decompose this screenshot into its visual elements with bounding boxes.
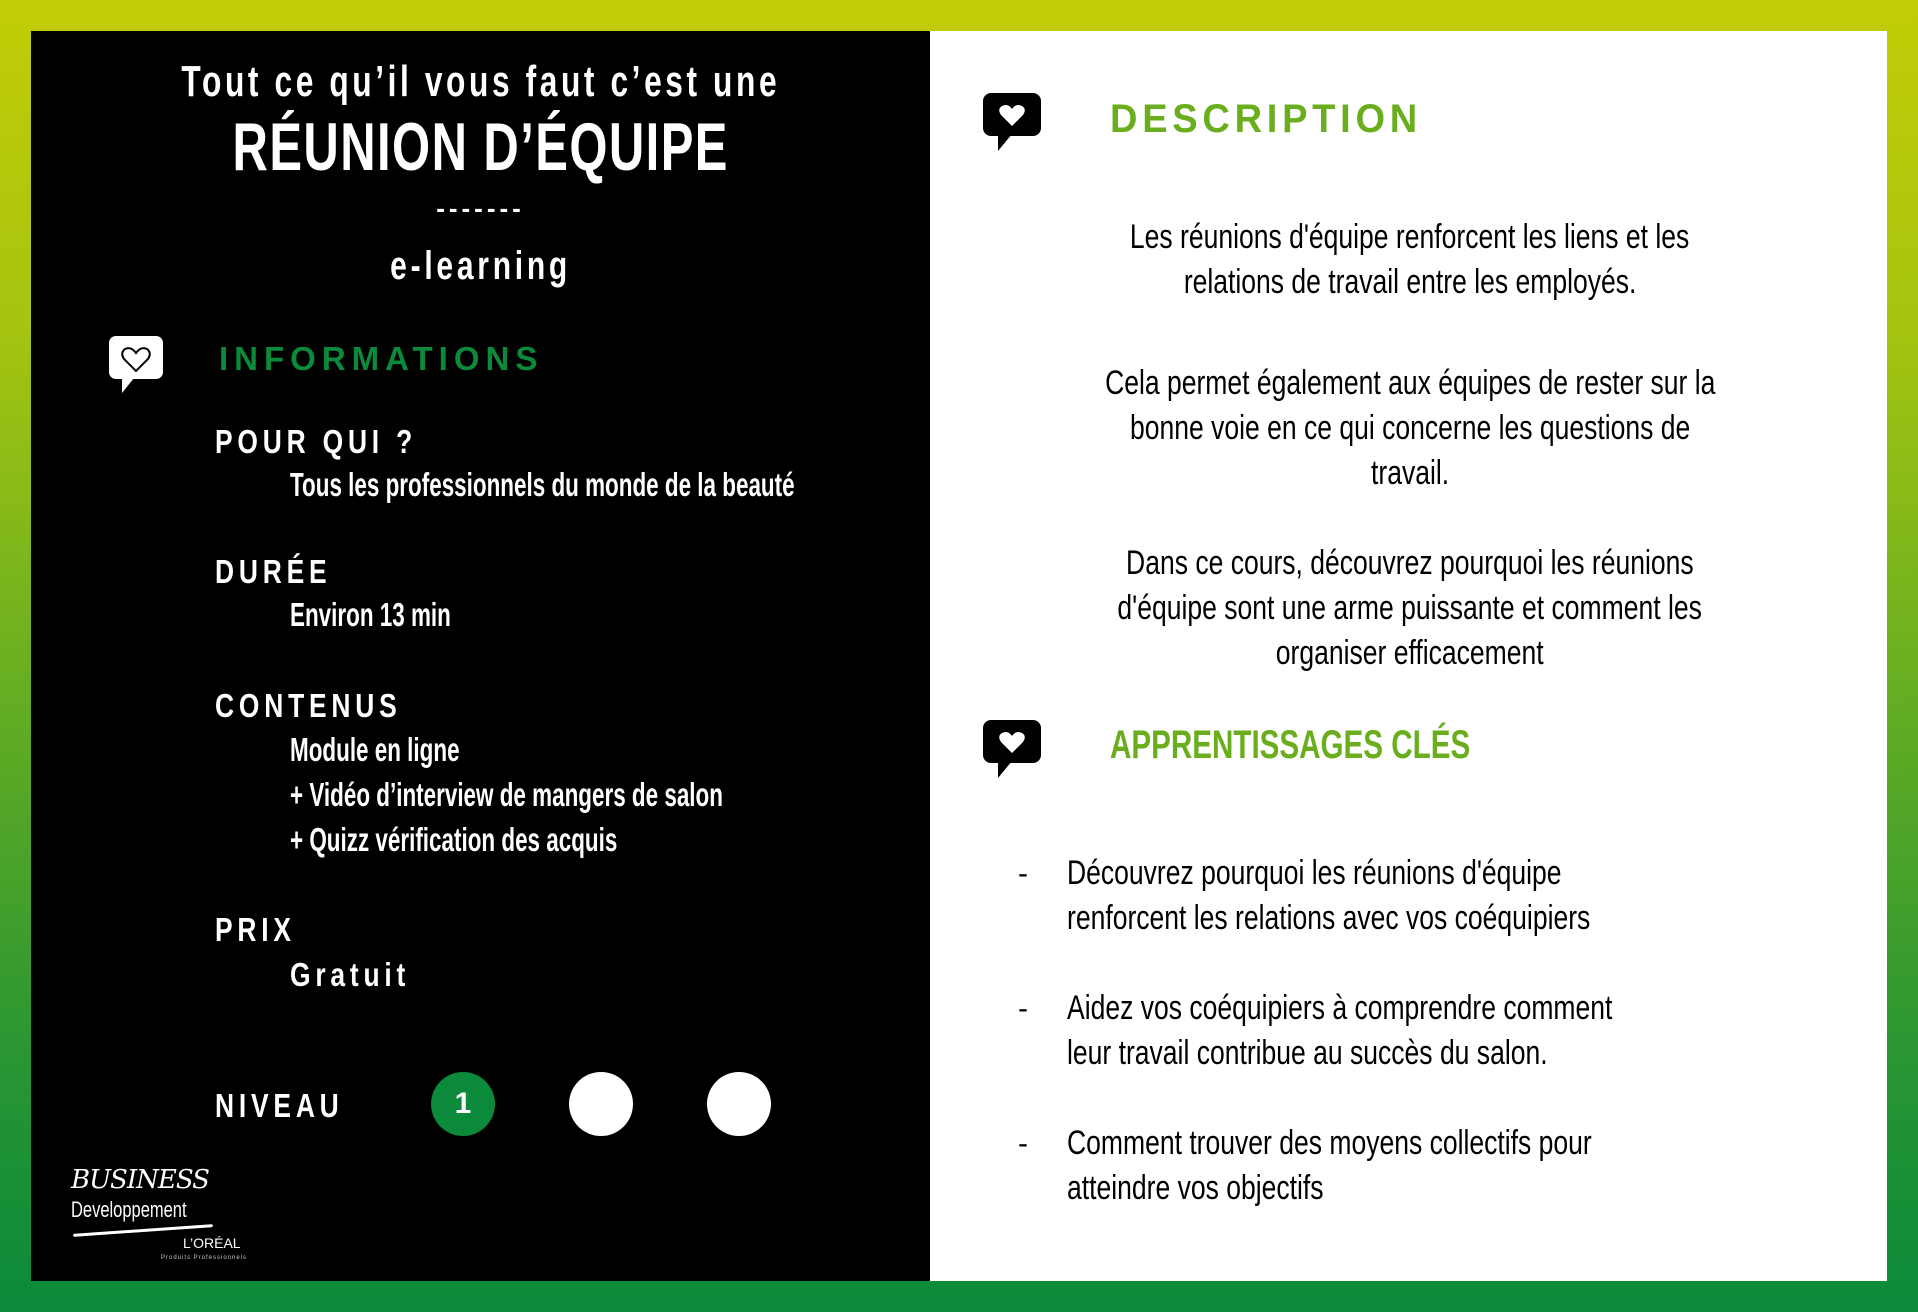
description-heading: DESCRIPTION <box>1110 97 1422 141</box>
informations-heading: INFORMATIONS <box>219 340 544 377</box>
level-dot-3 <box>707 1072 771 1136</box>
value-audience: Tous les professionnels du monde de la beauté <box>290 466 795 503</box>
separator: ------- <box>436 193 525 223</box>
label-price: PRIX <box>215 911 296 948</box>
value-price: Gratuit <box>290 956 411 993</box>
bullet-dash: - <box>1018 992 1028 1025</box>
description-paragraph-3: Dans ce cours, découvrez pourquoi les réunions d'équipe sont une arme puissante et comment les organiser efficacement <box>1117 544 1703 672</box>
value-contents-1: Module en ligne <box>290 731 460 768</box>
page-title: RÉUNION D’ÉQUIPE <box>232 109 729 185</box>
learning-item-2: Aidez vos coéquipiers à comprendre comment leur travail contribue au succès du salon. <box>1067 989 1613 1072</box>
level-dot-1: 1 <box>431 1072 495 1136</box>
label-duration: DURÉE <box>215 553 332 590</box>
label-contents: CONTENUS <box>215 687 402 724</box>
bullet-dash: - <box>1018 1127 1028 1160</box>
heart-speech-bubble-icon <box>982 92 1042 152</box>
title-intro: Tout ce qu’il vous faut c’est une <box>181 57 780 106</box>
value-contents-2: + Vidéo d’interview de mangers de salon <box>290 776 723 813</box>
value-contents-3: + Quizz vérification des acquis <box>290 821 618 858</box>
content-panel <box>930 31 1887 1281</box>
description-paragraph-1: Les réunions d'équipe renforcent les liens et les relations de travail entre les employés. <box>1130 218 1690 301</box>
business-developpement-logo: BUSINESS Developpement L’ORÉAL Produits Professionnels <box>71 1165 248 1261</box>
level-dot-2 <box>569 1072 633 1136</box>
description-paragraph-2: Cela permet également aux équipes de rester sur la bonne voie en ce qui concerne les questions de travail. <box>1104 364 1716 492</box>
info-panel <box>31 31 930 1281</box>
heart-speech-bubble-icon <box>982 719 1042 779</box>
label-audience: POUR QUI ? <box>215 423 418 460</box>
level-label: NIVEAU <box>215 1087 344 1124</box>
value-duration: Environ 13 min <box>290 596 451 633</box>
bullet-dash: - <box>1018 857 1028 890</box>
learning-item-3: Comment trouver des moyens collectifs pour atteindre vos objectifs <box>1067 1124 1592 1207</box>
format-label: e-learning <box>390 244 571 288</box>
learnings-heading: APPRENTISSAGES CLÉS <box>1110 723 1471 767</box>
heart-speech-bubble-icon <box>108 335 168 395</box>
learning-item-1: Découvrez pourquoi les réunions d'équipe renforcent les relations avec vos coéquipiers <box>1067 854 1591 937</box>
